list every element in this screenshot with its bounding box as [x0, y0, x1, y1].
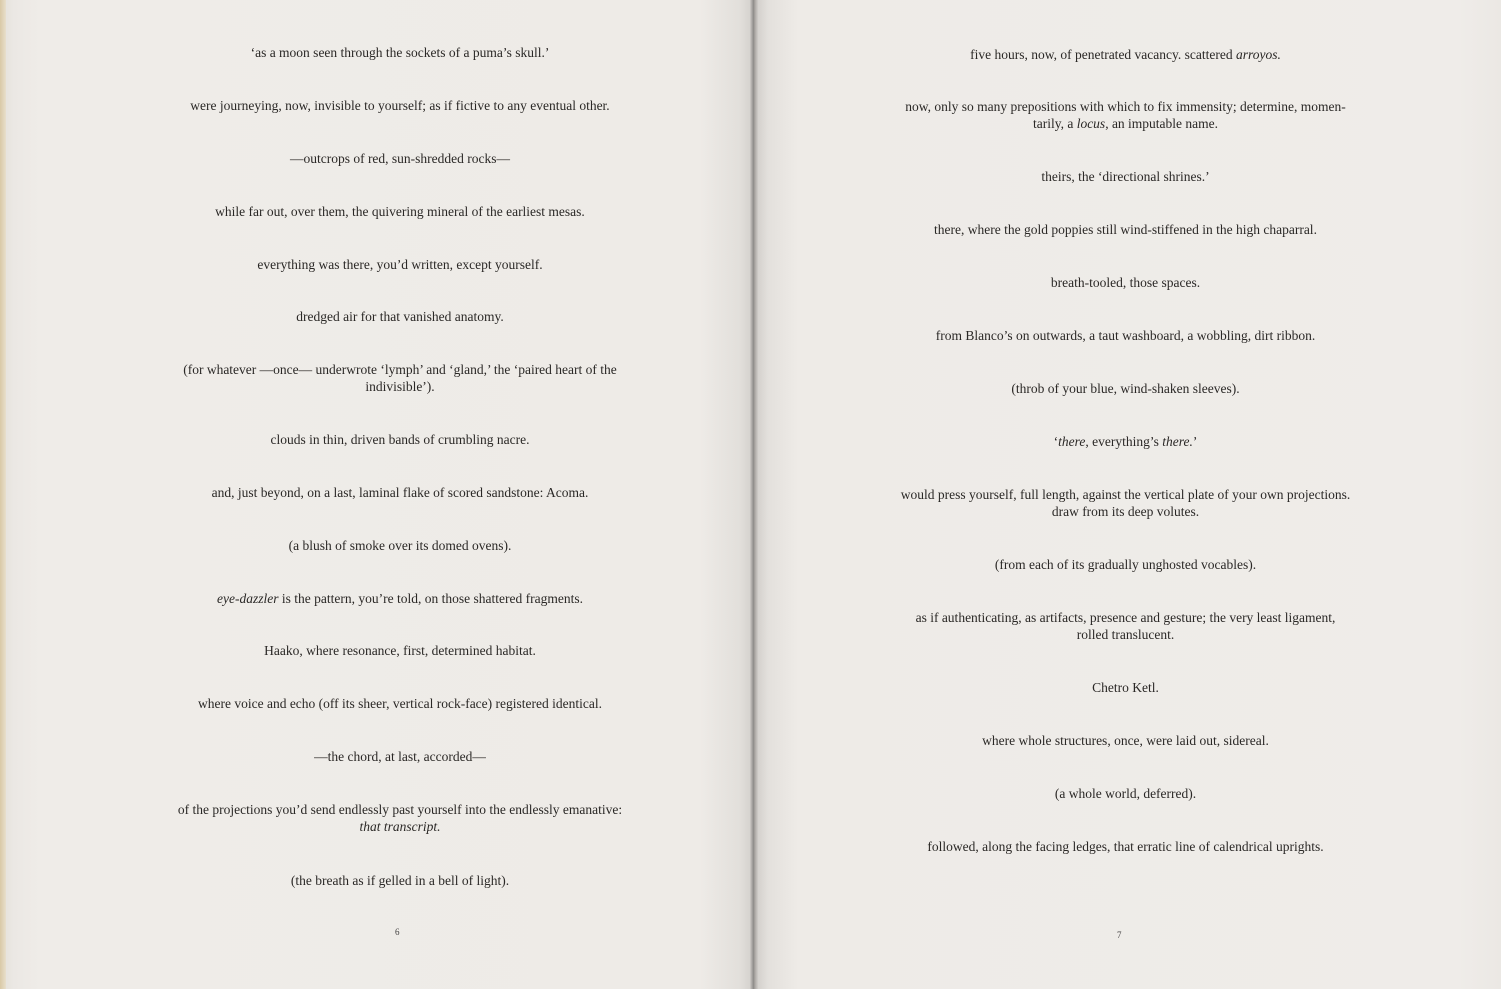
verse-stanza: [150, 484, 650, 501]
verse-stanza: [150, 590, 650, 607]
verse-line: everything was there, you’d written, except yourself.: [257, 257, 543, 272]
verse-line: ‘as a moon seen through the sockets of a puma’s skull.’: [250, 45, 550, 60]
verse-line: where whole structures, once, were laid out, sidereal.: [982, 733, 1269, 748]
verse-line: of the projections you’d send endlessly past yourself into the endlessly emanative:: [177, 802, 623, 817]
verse-stanza: [150, 44, 650, 61]
verse-line: (from each of its gradually unghosted vocables).: [994, 557, 1257, 572]
verse-stanza: [150, 801, 650, 835]
verse-stanza: [150, 308, 650, 325]
page-number: 7: [1117, 930, 1122, 940]
verse-line: draw from its deep volutes.: [1051, 504, 1200, 519]
verse-stanza: [870, 274, 1381, 291]
verse-line: —the chord, at last, accorded—: [314, 749, 486, 764]
verse-line: clouds in thin, driven bands of crumbling nacre.: [270, 432, 530, 447]
verse-stanza: [150, 150, 650, 167]
verse-line: rolled translucent.: [1076, 627, 1175, 642]
verse-line: Haako, where resonance, first, determined habitat.: [264, 643, 536, 658]
verse-stanza: [870, 838, 1381, 855]
verse-stanza: [870, 327, 1381, 344]
verse-line: there, where the gold poppies still wind-stiffened in the high chaparral.: [934, 222, 1317, 237]
verse-line: (the breath as if gelled in a bell of light).: [290, 873, 510, 888]
book-gutter: [750, 0, 758, 989]
verse-line: tarily, a locus, an imputable name.: [1032, 116, 1219, 131]
verse-line: (for whatever —once— underwrote ‘lymph’ and ‘gland,’ the ‘paired heart of the: [183, 362, 617, 377]
verse-line: and, just beyond, on a last, laminal flake of scored sandstone: Acoma.: [211, 485, 589, 500]
verse-stanza: [870, 380, 1381, 397]
verse-line: now, only so many prepositions with which to fix immensity; determine, momen-: [905, 99, 1346, 114]
verse-line: theirs, the ‘directional shrines.’: [1041, 169, 1210, 184]
verse-stanza: [870, 221, 1381, 238]
verse-stanza: [150, 256, 650, 273]
verse-stanza: [150, 431, 650, 448]
verse-line: where voice and echo (off its sheer, vertical rock-face) registered identical.: [197, 696, 602, 711]
verse-stanza: [150, 361, 650, 395]
verse-line: as if authenticating, as artifacts, presence and gesture; the very least ligament,: [915, 610, 1336, 625]
verse-stanza: [870, 98, 1381, 132]
verse-stanza: [870, 486, 1381, 520]
verse-stanza: [150, 748, 650, 765]
verse-line: breath-tooled, those spaces.: [1050, 275, 1201, 290]
verse-line: —outcrops of red, sun-shredded rocks—: [289, 151, 511, 166]
verse-line: followed, along the facing ledges, that erratic line of calendrical uprights.: [927, 839, 1324, 854]
verse-stanza: [150, 537, 650, 554]
right-page: [758, 0, 1501, 989]
verse-line: would press yourself, full length, against the vertical plate of your own projections.: [900, 487, 1351, 502]
verse-stanza: [870, 46, 1381, 63]
verse-line: were journeying, now, invisible to yourself; as if fictive to any eventual other.: [190, 98, 610, 113]
verse-stanza: [870, 556, 1381, 573]
verse-line: from Blanco’s on outwards, a taut washboard, a wobbling, dirt ribbon.: [935, 328, 1316, 343]
verse-line: five hours, now, of penetrated vacancy. scattered arroyos.: [970, 47, 1281, 62]
verse-line: that transcript.: [359, 819, 441, 834]
verse-line: Chetro Ketl.: [1092, 680, 1159, 695]
verse-stanza: [150, 203, 650, 220]
verse-stanza: [150, 642, 650, 659]
verse-line: (a blush of smoke over its domed ovens).: [288, 538, 512, 553]
verse-stanza: [150, 695, 650, 712]
verse-stanza: [150, 97, 650, 114]
verse-line: indivisible’).: [365, 379, 435, 394]
verse-stanza: [870, 785, 1381, 802]
verse-line: ‘there, everything’s there.’: [1053, 434, 1198, 449]
page-edge: [0, 0, 6, 989]
page-number: 6: [395, 927, 400, 937]
verse-stanza: [870, 609, 1381, 643]
verse-line: dredged air for that vanished anatomy.: [296, 309, 504, 324]
verse-stanza: [870, 679, 1381, 696]
verse-line: (throb of your blue, wind-shaken sleeves).: [1011, 381, 1240, 396]
verse-stanza: [150, 872, 650, 889]
verse-stanza: [870, 433, 1381, 450]
verse-line: (a whole world, deferred).: [1054, 786, 1197, 801]
left-page: [0, 0, 750, 989]
verse-stanza: [870, 732, 1381, 749]
verse-line: while far out, over them, the quivering mineral of the earliest mesas.: [215, 204, 585, 219]
verse-stanza: [870, 168, 1381, 185]
verse-line: eye-dazzler is the pattern, you’re told, on those shattered fragments.: [217, 591, 583, 606]
